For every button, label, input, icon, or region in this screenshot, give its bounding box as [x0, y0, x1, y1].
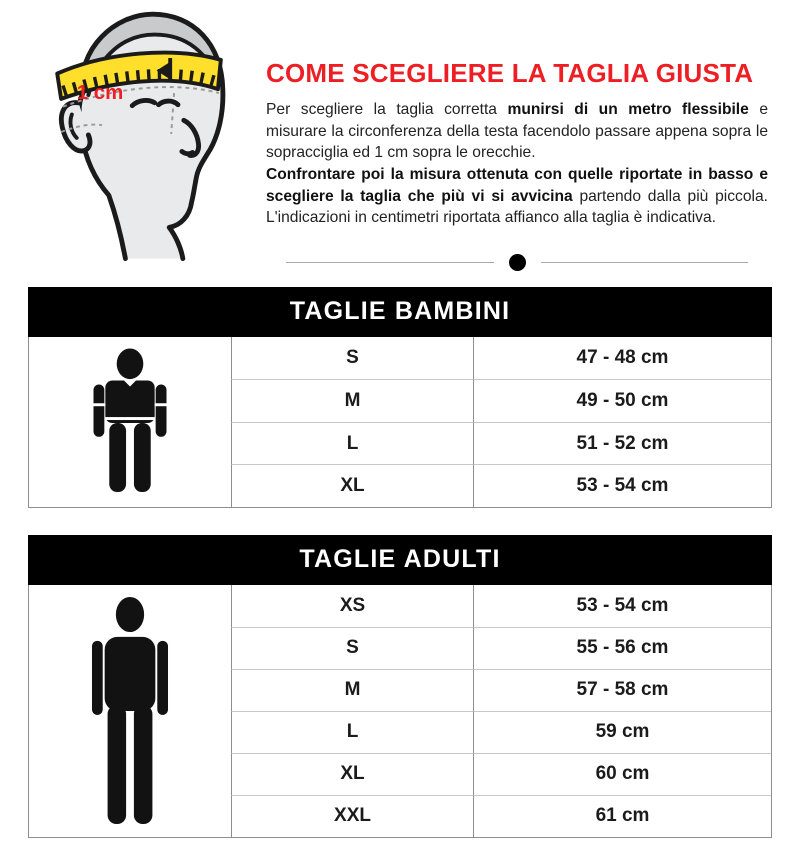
size-label: XS: [231, 585, 474, 627]
divider-dot: [509, 254, 526, 271]
kids-size-table: [28, 337, 772, 508]
section-divider: [286, 254, 748, 271]
kids-sizes-section: [28, 287, 772, 508]
head-measurement-illustration: [28, 0, 252, 271]
intro-paragraph-1: [266, 99, 768, 164]
adult-sizes-section: [28, 535, 772, 838]
adults-table-title: TAGLIE ADULTI: [299, 545, 501, 574]
size-value: 60 cm: [474, 753, 771, 795]
kids-table-title: TAGLIE BAMBINI: [289, 297, 511, 326]
size-label: XXL: [231, 795, 474, 837]
page-title: COME SCEGLIERE LA TAGLIA GIUSTA: [266, 58, 754, 88]
intro-text-segment: e misurare la circonferenza della testa facendolo passare appena sopra le sopracciglia ed 1 cm sopra le orecchie.: [266, 101, 768, 162]
size-label: XL: [231, 464, 474, 507]
size-value: 51 - 52 cm: [474, 422, 771, 465]
size-value: 53 - 54 cm: [474, 464, 771, 507]
intro-text-segment: partendo dalla più piccola. L'indicazioni in centimetri riportata affianco alla taglia è indicativa.: [266, 187, 768, 227]
size-label: M: [231, 379, 474, 422]
intro-text-segment: Per scegliere la taglia corretta: [266, 101, 508, 119]
adults-table-header: [28, 535, 772, 585]
divider-line: [541, 262, 748, 263]
intro-bold-segment: Confrontare poi la misura ottenuta con quelle riportate in basso e scegliere la taglia che più vi si avvicina: [266, 166, 768, 205]
head-with-tape-icon: [28, 2, 252, 262]
size-value: 57 - 58 cm: [474, 669, 771, 711]
size-label: M: [231, 669, 474, 711]
intro-text-block: [252, 0, 772, 271]
child-icon: [29, 337, 231, 507]
size-value: 53 - 54 cm: [576, 594, 669, 616]
intro-paragraph-2: [266, 164, 768, 229]
kids-table-header: [28, 287, 772, 337]
adult-icon: [29, 585, 231, 837]
size-label: XL: [231, 753, 474, 795]
size-value: 55 - 56 cm: [474, 627, 771, 669]
size-label: L: [231, 422, 474, 465]
adults-size-table: [28, 585, 772, 838]
size-value: 47 - 48 cm: [576, 347, 669, 369]
size-value: 49 - 50 cm: [474, 379, 771, 422]
size-label: S: [231, 627, 474, 669]
intro-bold-segment: munirsi di un metro flessibile: [507, 101, 749, 119]
intro-section: [28, 0, 772, 271]
size-label: S: [231, 337, 474, 380]
size-label: L: [231, 711, 474, 753]
size-value: 59 cm: [474, 711, 771, 753]
tape-distance-label: 1 cm: [76, 80, 124, 104]
divider-line: [286, 262, 493, 263]
size-value: 61 cm: [474, 795, 771, 837]
